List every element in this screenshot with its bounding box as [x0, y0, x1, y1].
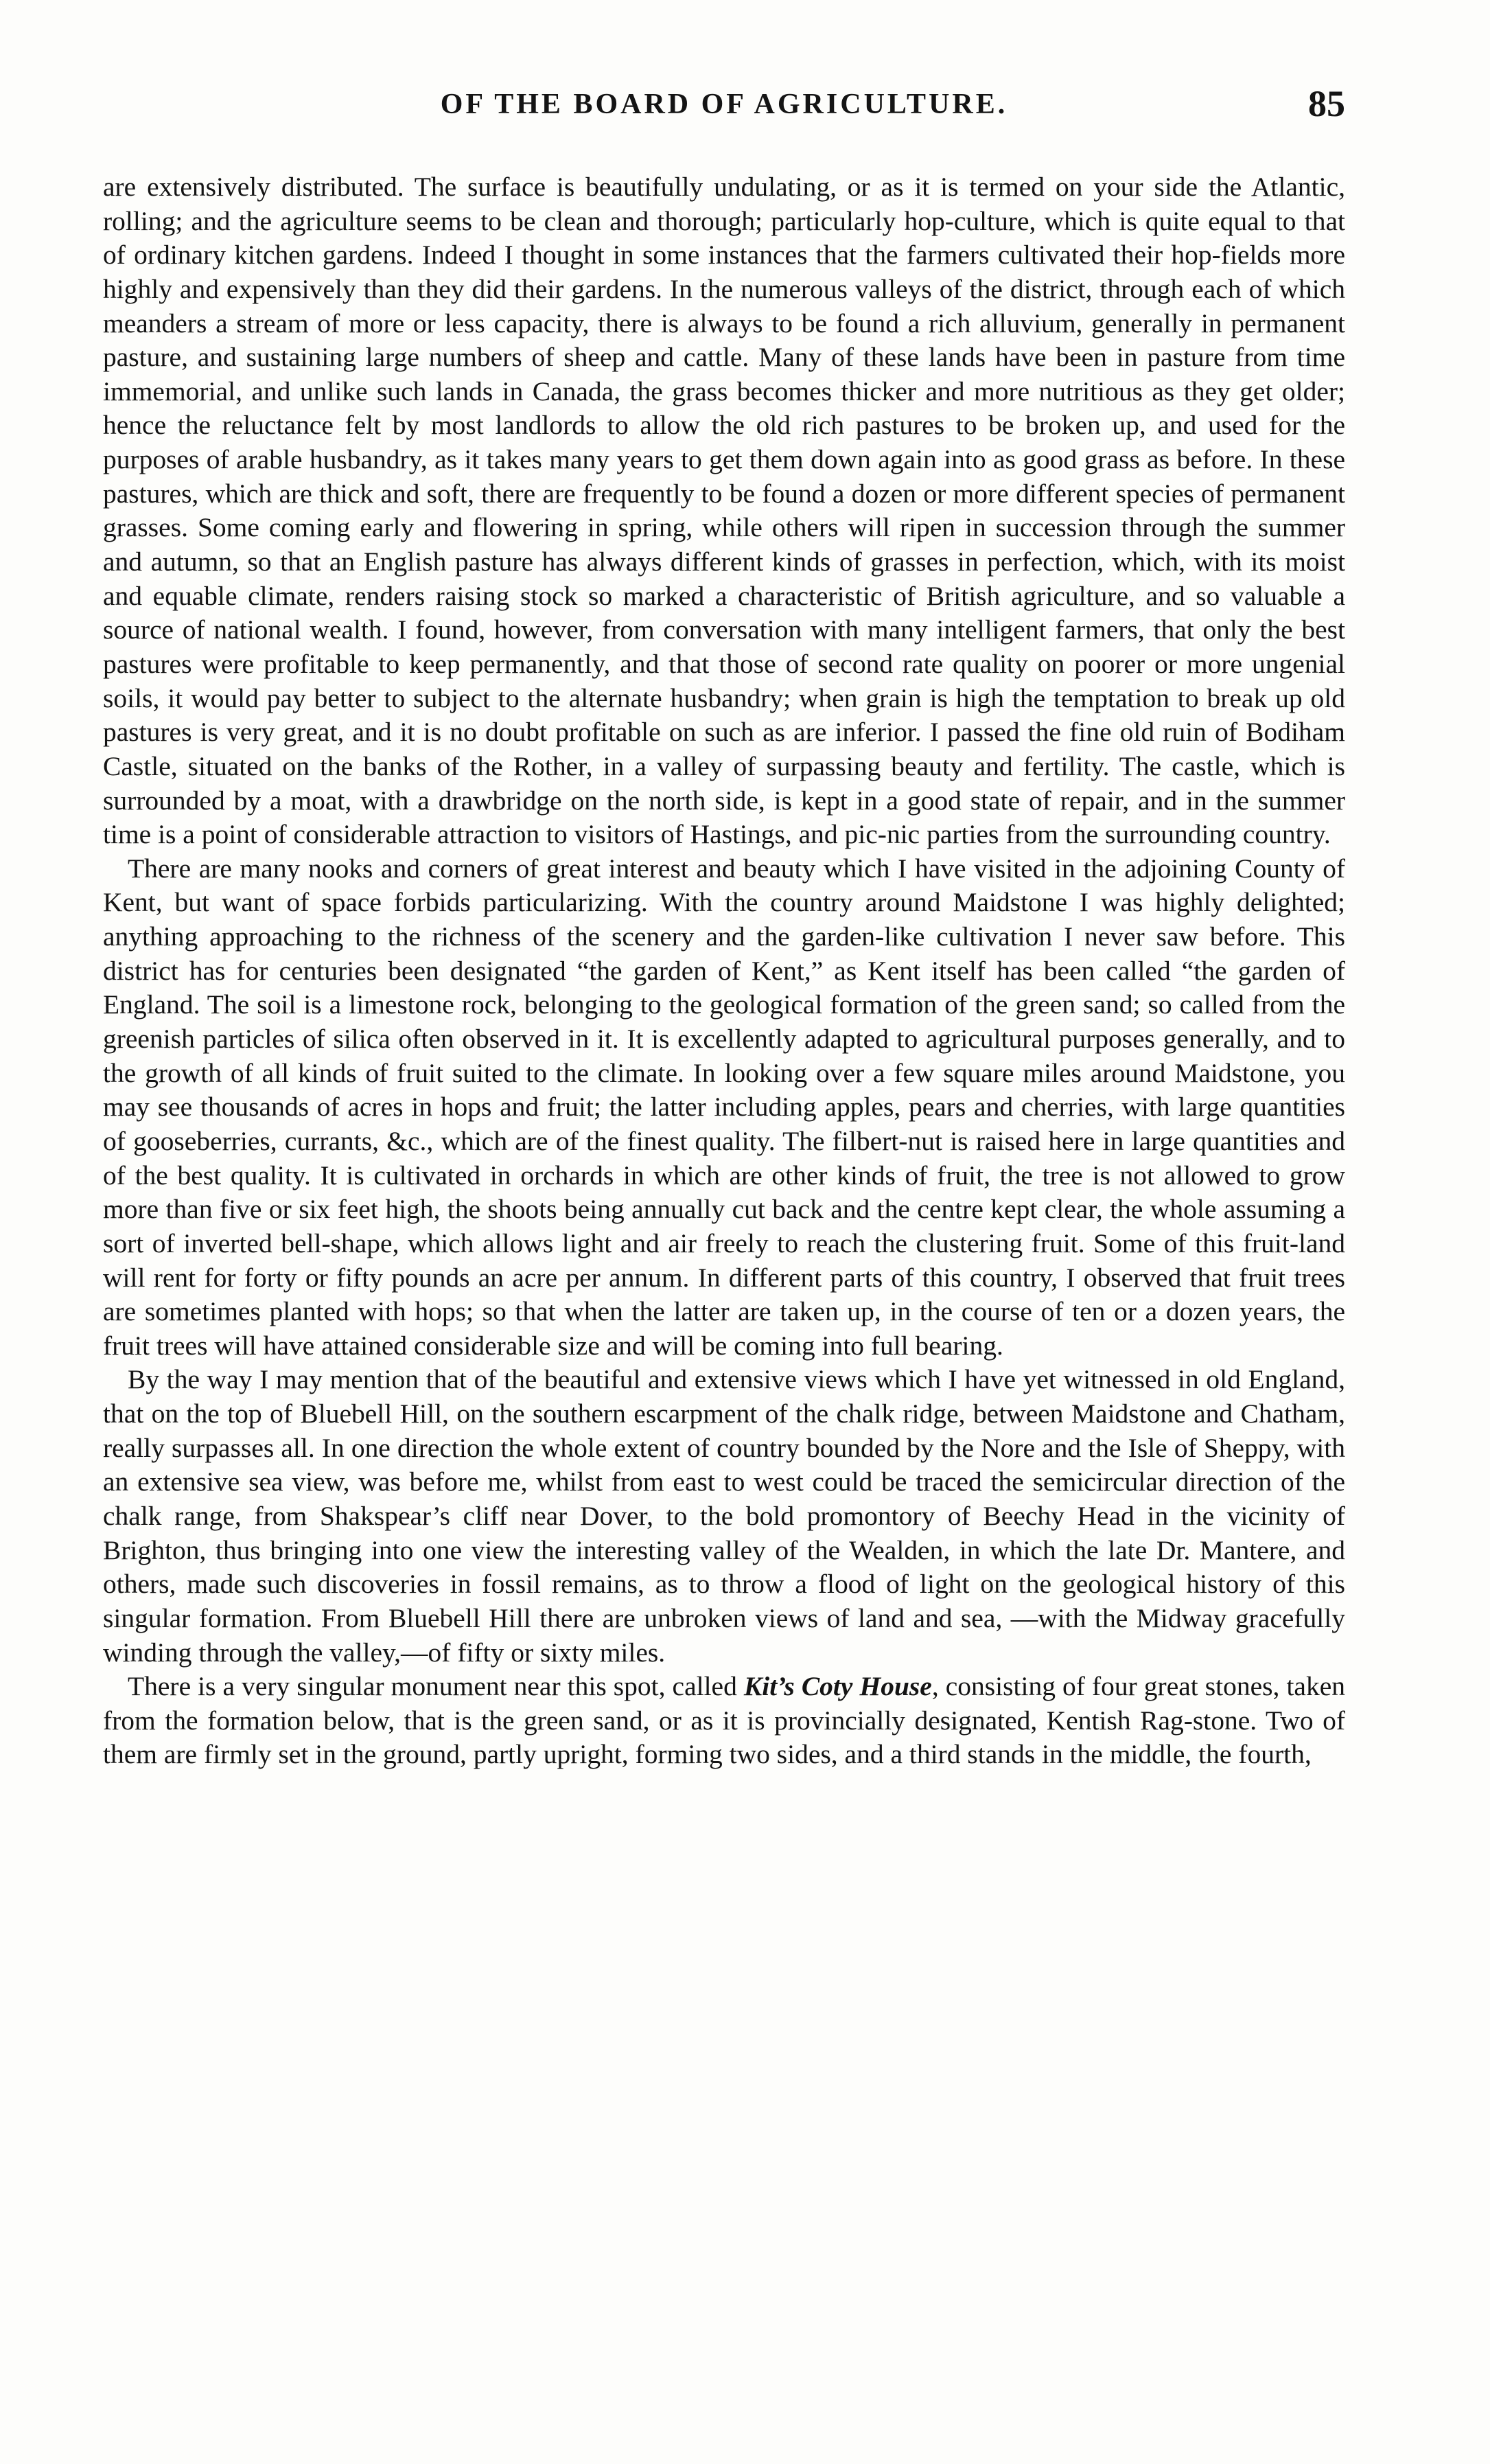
page-number: 85	[1308, 83, 1345, 124]
paragraph-3: By the way I may mention that of the beautiful and extensive views which I have yet witnessed in old England, that on the top of Bluebell Hill, on the southern escarpment of the chalk ridge, between Maidstone and Chatham, really surpasses all. In one direction the whole extent of country bounded by the Nore and the Isle of Sheppy, with an extensive sea view, was before me, whilst from east to west could be traced the semicircular direction of the chalk range, from Shakspear’s cliff near Dover, to the bold promontory of Beechy Head in the vicinity of Brighton, thus bringing into one view the interesting valley of the Wealden, in which the late Dr. Mantere, and others, made such discoveries in fossil remains, as to throw a flood of light on the geological history of this singular formation. From Bluebell Hill there are unbroken views of land and sea, —with the Midway gracefully winding through the valley,—of fifty or sixty miles.	[103, 1364, 1345, 1668]
paragraph-4-rest: , consisting of four great stones, taken from the formation below, that is the green sand, or as it is provincially designated, Kentish Rag-stone. Two of them are firmly set in the ground, partly upright, forming two sides, and a third stands in the middle, the fourth,	[103, 1671, 1345, 1770]
body-text	[103, 170, 1345, 2422]
page-header	[103, 83, 1345, 143]
running-head: OF THE BOARD OF AGRICULTURE.	[440, 89, 1008, 120]
paragraph-4	[103, 1670, 1345, 1772]
paragraph-2: There are many nooks and corners of great interest and beauty which I have visited in the adjoining County of Kent, but want of space forbids particularizing. With the country around Maidstone I was highly delighted; anything approaching to the richness of the scenery and the garden-like cultivation I never saw before. This district has for centuries been designated “the garden of Kent,” as Kent itself has been called “the garden of England. The soil is a limestone rock, belonging to the geological formation of the green sand; so called from the greenish particles of silica often observed in it. It is excellently adapted to agricultural purposes generally, and to the growth of all kinds of fruit suited to the climate. In looking over a few square miles around Maidstone, you may see thousands of acres in hops and fruit; the latter including apples, pears and cherries, with large quantities of gooseberries, currants, &c., which are of the finest quality. The filbert-nut is raised here in large quantities and of the best quality. It is cultivated in orchards in which are other kinds of fruit, the tree is not allowed to grow more than five or six feet high, the shoots being annually cut back and the centre kept clear, the whole assuming a sort of inverted bell-shape, which allows light and air freely to reach the clustering fruit. Some of this fruit-land will rent for forty or fifty pounds an acre per annum. In different parts of this country, I observed that fruit trees are sometimes planted with hops; so that when the latter are taken up, in the course of ten or a dozen years, the fruit trees will have attained considerable size and will be coming into full bearing.	[103, 853, 1345, 1361]
paragraph-1: are extensively distributed. The surface is beautifully undulating, or as it is termed on your side the Atlantic, rolling; and the agriculture seems to be clean and thorough; particularly hop-culture, which is quite equal to that of ordinary kitchen gardens. Indeed I thought in some instances that the farmers cultivated their hop-fields more highly and expensively than they did their gardens. In the numerous valleys of the district, through each of which meanders a stream of more or less capacity, there is always to be found a rich alluvium, generally in permanent pasture, and sustaining large numbers of sheep and cattle. Many of these lands have been in pasture from time immemorial, and unlike such lands in Canada, the grass becomes thicker and more nutritious as they get older; hence the reluctance felt by most landlords to allow the old rich pastures to be broken up, and used for the purposes of arable husbandry, as it takes many years to get them down again into as good grass as before. In these pastures, which are thick and soft, there are frequently to be found a dozen or more different species of permanent grasses. Some coming early and flowering in spring, while others will ripen in succession through the summer and autumn, so that an English pasture has always different kinds of grasses in perfection, which, with its moist and equable climate, renders raising stock so marked a characteristic of British agriculture, and so valuable a source of national wealth. I found, however, from conversation with many intelligent farmers, that only the best pastures were profitable to keep permanently, and that those of second rate quality on poorer or more ungenial soils, it would pay better to subject to the alternate husbandry; when grain is high the temptation to break up old pastures is very great, and it is no doubt profitable on such as are inferior. I passed the fine old ruin of Bodiham Castle, situated on the banks of the Rother, in a valley of surpassing beauty and fertility. The castle, which is surrounded by a moat, with a drawbridge on the north side, is kept in a good state of repair, and in the summer time is a point of considerable attraction to visitors of Hastings, and pic-nic parties from the surrounding country.	[103, 172, 1345, 850]
monument-name: Kit’s Coty House	[743, 1671, 932, 1702]
paragraph-4-lead: There is a very singular monument near this spot, called	[128, 1671, 744, 1702]
